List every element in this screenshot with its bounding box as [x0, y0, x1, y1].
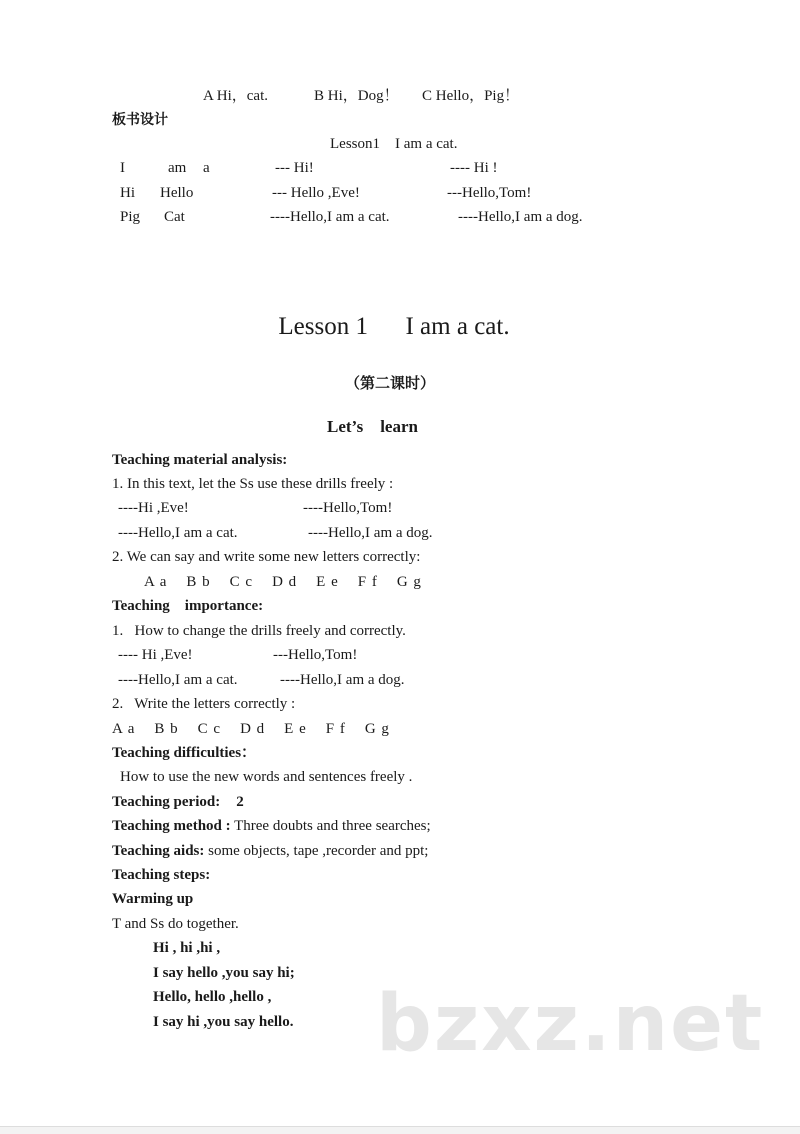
together-line: T and Ss do together.: [112, 916, 239, 932]
chant-line-3: Hello, hello ,hello ,: [153, 989, 272, 1005]
analysis-drill-1a: ----Hi ,Eve!: [118, 500, 189, 516]
period-line: [112, 795, 244, 810]
section-title: Let’s learn: [327, 417, 418, 436]
aids-label: Teaching aids:: [112, 843, 205, 859]
period-value: 2: [236, 794, 244, 810]
watermark-logo: bzxz.net: [376, 979, 765, 1069]
period-label: （第二课时）: [344, 374, 435, 392]
board-row-2-word-2: Hello: [160, 185, 194, 201]
page-title: Lesson 1 I am a cat.: [278, 313, 510, 340]
warming-up-heading: Warming up: [112, 891, 194, 907]
board-row-2-greeting-1: --- Hello ,Eve!: [272, 185, 360, 201]
analysis-drill-1b: ----Hello,Tom!: [303, 500, 393, 516]
chant-line-4: I say hi ,you say hello.: [153, 1014, 294, 1030]
board-row-2-word-1: Hi: [120, 185, 135, 201]
board-row-1-word-2: am: [168, 160, 187, 176]
board-row-2-greeting-2: ---Hello,Tom!: [447, 185, 532, 201]
analysis-item-1: 1. In this text, let the Ss use these drills freely :: [112, 476, 394, 492]
importance-letters: A a B b C c D d E e F f G g: [112, 721, 390, 737]
importance-drill-2a: ----Hello,I am a cat.: [118, 672, 238, 688]
board-row-3-word-1: Pig: [120, 209, 141, 225]
method-line: [112, 819, 431, 834]
analysis-drill-2b: ----Hello,I am a dog.: [308, 525, 433, 541]
aids-line: [112, 844, 428, 859]
aids-value: some objects, tape ,recorder and ppt;: [204, 843, 429, 859]
chant-line-2: I say hello ,you say hi;: [153, 965, 295, 981]
period-label-text: Teaching period:: [112, 794, 221, 810]
board-row-1-word-1: I: [120, 160, 125, 176]
board-row-3-greeting-1: ----Hello,I am a cat.: [270, 209, 390, 225]
option-b: B Hi，Dog！: [314, 88, 399, 104]
method-value: Three doubts and three searches;: [230, 818, 431, 834]
importance-item-2: 2. Write the letters correctly :: [112, 696, 296, 712]
analysis-item-2: 2. We can say and write some new letters correctly:: [112, 549, 421, 565]
difficulties-heading: Teaching difficulties：: [112, 745, 257, 761]
difficulties-text: How to use the new words and sentences freely .: [120, 769, 413, 785]
chant-line-1: Hi , hi ,hi ,: [153, 940, 221, 956]
board-row-1-word-3: a: [203, 160, 210, 176]
importance-heading: Teaching importance:: [112, 598, 264, 614]
analysis-heading: Teaching material analysis:: [112, 452, 288, 468]
importance-drill-2b: ----Hello,I am a dog.: [280, 672, 405, 688]
page-bottom-edge: [0, 1126, 800, 1134]
board-lesson-title: Lesson1 I am a cat.: [330, 136, 458, 152]
board-row-3-word-2: Cat: [164, 209, 185, 225]
analysis-letters: A a B b C c D d E e F f G g: [144, 574, 422, 590]
option-c: C Hello，Pig！: [422, 88, 520, 104]
method-label: Teaching method :: [112, 818, 231, 834]
board-row-1-greeting-1: --- Hi!: [275, 160, 314, 176]
board-row-3-greeting-2: ----Hello,I am a dog.: [458, 209, 583, 225]
board-design-heading: 板书设计: [112, 112, 168, 128]
option-a: A Hi，cat.: [203, 88, 268, 104]
board-row-1-greeting-2: ---- Hi !: [450, 160, 498, 176]
analysis-drill-2a: ----Hello,I am a cat.: [118, 525, 238, 541]
importance-drill-1a: ---- Hi ,Eve!: [118, 647, 193, 663]
importance-item-1: 1. How to change the drills freely and correctly.: [112, 623, 406, 639]
steps-heading: Teaching steps:: [112, 867, 211, 883]
importance-drill-1b: ---Hello,Tom!: [273, 647, 358, 663]
